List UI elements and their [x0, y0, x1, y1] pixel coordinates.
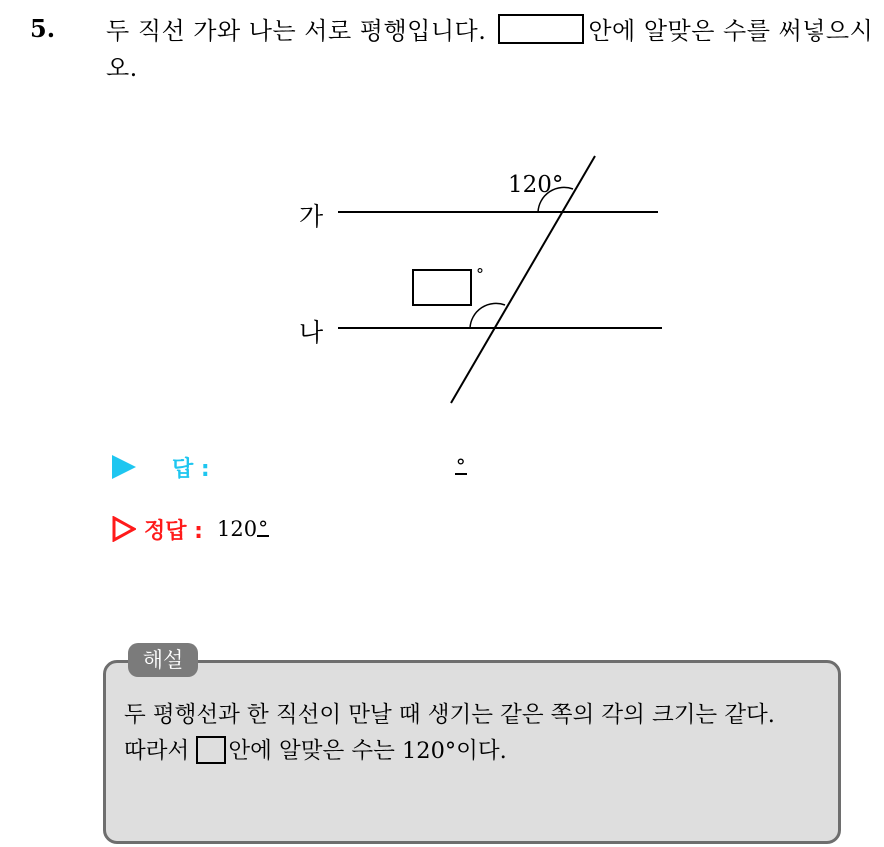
- explanation-line-2-after: 안에 알맞은 수는 120°이다.: [228, 738, 507, 764]
- question-number: 5.: [30, 14, 56, 43]
- question-text-before-blank: 두 직선 가와 나는 서로 평행입니다.: [106, 17, 487, 45]
- answer-label: 답 :: [172, 456, 210, 482]
- correct-answer-label: 정답 :: [144, 518, 203, 544]
- play-icon: [112, 455, 136, 479]
- explanation-text: [124, 697, 839, 769]
- question-text-after-blank: 안에 알맞은 수를 써넣으시오.: [106, 17, 874, 82]
- answer-degree[interactable]: °: [455, 454, 466, 478]
- explanation-line-2-before: 따라서: [124, 738, 190, 764]
- explanation-line-1: 두 평행선과 한 직선이 만날 때 생기는 같은 쪽의 각의 크기는 같다.: [124, 702, 775, 728]
- figure-blank-box: [413, 270, 471, 305]
- answer-row: [112, 449, 467, 485]
- play-outline-icon: [112, 516, 136, 542]
- line-na-label: 나: [299, 318, 324, 347]
- figure-blank-degree: °: [476, 265, 484, 284]
- correct-answer-value: 120: [216, 517, 258, 541]
- explanation-line-2: [124, 733, 839, 769]
- explanation-tag: 해설: [128, 643, 198, 677]
- correct-answer-row: [112, 511, 269, 547]
- angle-arc-bottom: [470, 303, 505, 328]
- angle-given-label: 120°: [508, 172, 564, 198]
- correct-answer-degree: °: [258, 516, 269, 540]
- line-ga-label: 가: [299, 202, 324, 231]
- explanation-blank-box: [196, 736, 226, 764]
